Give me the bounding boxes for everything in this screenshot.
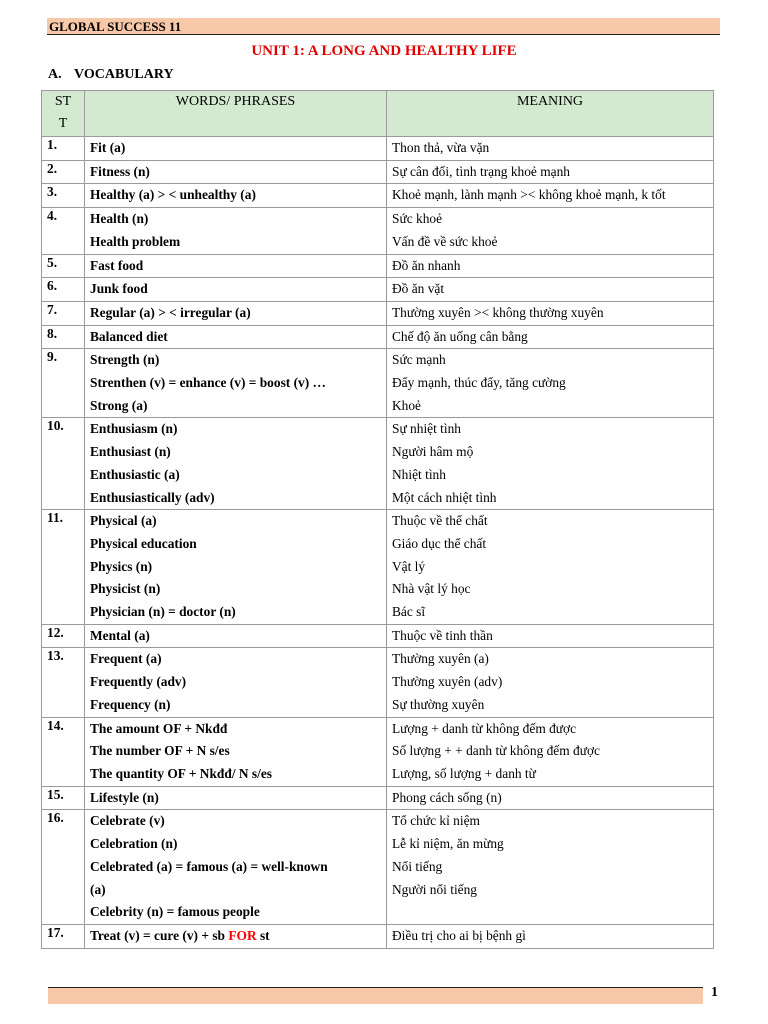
word-text: Physician (n) = doctor (n)	[90, 604, 236, 620]
word-cell	[85, 786, 387, 810]
meaning-cell	[387, 418, 714, 510]
table-row	[42, 254, 714, 278]
table-row	[42, 418, 714, 510]
table-row	[42, 349, 714, 418]
word-cell	[85, 349, 387, 418]
section-title: VOCABULARY	[74, 67, 174, 82]
row-number: 16.	[42, 810, 85, 925]
row-number: 7.	[42, 301, 85, 325]
word-cell	[85, 301, 387, 325]
meaning-text: Nhà vật lý học	[392, 581, 471, 597]
word-text: Physicist (n)	[90, 581, 161, 597]
meaning-cell	[387, 349, 714, 418]
meaning-cell	[387, 648, 714, 717]
meaning-cell	[387, 624, 714, 648]
word-text: Enthusiasm (n)	[90, 421, 178, 437]
row-number: 3.	[42, 184, 85, 208]
word-cell	[85, 254, 387, 278]
meaning-text: Lượng + danh từ không đếm được	[392, 720, 577, 736]
row-number: 11.	[42, 510, 85, 625]
table-row	[42, 717, 714, 786]
meaning-text: Sức khoẻ	[392, 211, 443, 227]
meaning-text: Sự cân đối, tình trạng khoẻ mạnh	[392, 163, 570, 179]
row-number: 5.	[42, 254, 85, 278]
word-text	[90, 925, 381, 948]
word-text: Strength (n)	[90, 352, 160, 368]
word-text: Strenthen (v) = enhance (v) = boost (v) …	[90, 375, 326, 391]
row-number: 2.	[42, 160, 85, 184]
word-cell	[85, 184, 387, 208]
table-row	[42, 325, 714, 349]
word-text: Strong (a)	[90, 397, 148, 413]
word-text: Junk food	[90, 281, 148, 297]
meaning-text: Tổ chức kỉ niệm	[392, 813, 480, 829]
word-text: Enthusiast (n)	[90, 444, 171, 460]
meaning-text: Lượng, số lượng + danh từ	[392, 765, 536, 781]
meaning-cell	[387, 924, 714, 948]
meaning-cell	[387, 510, 714, 625]
word-cell	[85, 160, 387, 184]
word-text: (a)	[90, 881, 106, 897]
meaning-text: Người hâm mộ	[392, 444, 474, 460]
meaning-text: Người nổi tiếng	[392, 881, 478, 897]
meaning-text: Sức mạnh	[392, 352, 446, 368]
word-text: Physics (n)	[90, 558, 153, 574]
word-text: Frequently (adv)	[90, 674, 187, 690]
header-text: GLOBAL SUCCESS 11	[49, 19, 182, 34]
meaning-text: Vấn đề về sức khoẻ	[392, 233, 498, 249]
preposition-highlight: FOR	[228, 927, 257, 943]
table-row	[42, 208, 714, 254]
word-text: Mental (a)	[90, 627, 150, 643]
section-heading	[48, 67, 174, 83]
word-text: Fast food	[90, 257, 144, 273]
meaning-cell	[387, 810, 714, 925]
meaning-text: Sự thường xuyên	[392, 696, 485, 712]
table-row	[42, 924, 714, 948]
column-header-meaning: MEANING	[387, 91, 714, 137]
word-text: Regular (a) > < irregular (a)	[90, 304, 251, 320]
meaning-text: Nổi tiếng	[392, 858, 443, 874]
unit-title: UNIT 1: A LONG AND HEALTHY LIFE	[251, 43, 517, 59]
word-text: Celebrity (n) = famous people	[90, 904, 260, 920]
word-text: Health problem	[90, 233, 181, 249]
word-text: Enthusiastic (a)	[90, 466, 180, 482]
column-header-stt: STT	[42, 91, 85, 137]
meaning-text: Đồ ăn nhanh	[392, 257, 461, 273]
table-header-row	[42, 91, 714, 137]
row-number: 13.	[42, 648, 85, 717]
word-text: Fitness (n)	[90, 163, 150, 179]
word-cell	[85, 418, 387, 510]
meaning-text: Điều trị cho ai bị bệnh gì	[392, 927, 526, 943]
word-text: Health (n)	[90, 211, 149, 227]
table-row	[42, 160, 714, 184]
meaning-text: Thon thả, vừa vặn	[392, 140, 490, 155]
meaning-text: Đẩy mạnh, thúc đẩy, tăng cường	[392, 375, 566, 391]
meaning-text: Thường xuyên (adv)	[392, 674, 503, 690]
row-number: 10.	[42, 418, 85, 510]
word-cell	[85, 810, 387, 925]
meaning-cell	[387, 278, 714, 302]
meaning-text: Giáo dục thể chất	[392, 535, 487, 551]
word-text-part: st	[256, 927, 270, 943]
meaning-text: Thường xuyên (a)	[392, 651, 489, 667]
word-text: Fit (a)	[90, 140, 126, 155]
row-number: 4.	[42, 208, 85, 254]
meaning-cell	[387, 137, 714, 161]
meaning-cell	[387, 786, 714, 810]
meaning-text: Thường xuyên >< không thường xuyên	[392, 304, 604, 320]
row-number: 14.	[42, 717, 85, 786]
meaning-text: Chế độ ăn uống cân bằng	[392, 328, 528, 344]
meaning-text: Một cách nhiệt tình	[392, 489, 497, 505]
row-number: 12.	[42, 624, 85, 648]
meaning-cell	[387, 717, 714, 786]
meaning-text: Khoẻ	[392, 397, 422, 413]
header-band	[47, 18, 720, 35]
table-row	[42, 278, 714, 302]
row-number: 9.	[42, 349, 85, 418]
meaning-text: Thuộc về thể chất	[392, 513, 488, 529]
table-row	[42, 786, 714, 810]
table-row	[42, 810, 714, 925]
meaning-text: Bác sĩ	[392, 604, 426, 620]
table-row	[42, 510, 714, 625]
meaning-text: Lễ kỉ niệm, ăn mừng	[392, 836, 504, 852]
row-number: 6.	[42, 278, 85, 302]
word-cell	[85, 717, 387, 786]
word-cell	[85, 208, 387, 254]
column-header-words: WORDS/ PHRASES	[85, 91, 387, 137]
word-text: The number OF + N s/es	[90, 743, 230, 759]
table-row	[42, 624, 714, 648]
table-row	[42, 137, 714, 161]
word-text: Frequent (a)	[90, 651, 162, 667]
word-text: Physical (a)	[90, 513, 157, 529]
meaning-cell	[387, 325, 714, 349]
word-cell	[85, 624, 387, 648]
word-cell	[85, 325, 387, 349]
word-cell	[85, 648, 387, 717]
word-text: Balanced diet	[90, 328, 168, 344]
word-text: Celebrated (a) = famous (a) = well-known	[90, 858, 328, 874]
word-text: Healthy (a) > < unhealthy (a)	[90, 187, 256, 203]
table-row	[42, 648, 714, 717]
meaning-text: Nhiệt tình	[392, 466, 446, 482]
meaning-cell	[387, 184, 714, 208]
word-text: The amount OF + Nkđđ	[90, 720, 228, 736]
row-number: 8.	[42, 325, 85, 349]
meaning-text: Số lượng + + danh từ không đếm được	[392, 743, 600, 759]
table-row	[42, 184, 714, 208]
word-cell	[85, 510, 387, 625]
meaning-cell	[387, 160, 714, 184]
row-number: 17.	[42, 924, 85, 948]
word-text: The quantity OF + Nkđđ/ N s/es	[90, 765, 272, 781]
word-cell	[85, 137, 387, 161]
table-row	[42, 301, 714, 325]
word-text: Enthusiastically (adv)	[90, 489, 215, 505]
row-number: 15.	[42, 786, 85, 810]
meaning-text: Vật lý	[392, 558, 426, 574]
meaning-text: Khoẻ mạnh, lành mạnh >< không khoẻ mạnh, k tốt	[392, 187, 666, 203]
page-number: 1	[711, 985, 718, 1000]
word-text: Celebration (n)	[90, 836, 178, 852]
word-text-part: Treat (v) = cure (v) + sb	[90, 927, 229, 943]
meaning-text: Sự nhiệt tình	[392, 421, 462, 437]
word-text: Celebrate (v)	[90, 813, 165, 829]
word-cell	[85, 278, 387, 302]
section-marker: A.	[48, 67, 62, 82]
meaning-text: Thuộc về tinh thần	[392, 627, 493, 643]
meaning-cell	[387, 208, 714, 254]
word-text: Frequency (n)	[90, 696, 171, 712]
meaning-text: Đồ ăn vặt	[392, 281, 445, 297]
word-text: Lifestyle (n)	[90, 789, 159, 805]
word-cell	[85, 924, 387, 948]
meaning-text: Phong cách sống (n)	[392, 789, 502, 805]
meaning-cell	[387, 254, 714, 278]
footer-band	[48, 987, 703, 1004]
word-text: Physical education	[90, 535, 197, 551]
row-number: 1.	[42, 137, 85, 161]
vocabulary-table	[41, 90, 714, 949]
meaning-cell	[387, 301, 714, 325]
